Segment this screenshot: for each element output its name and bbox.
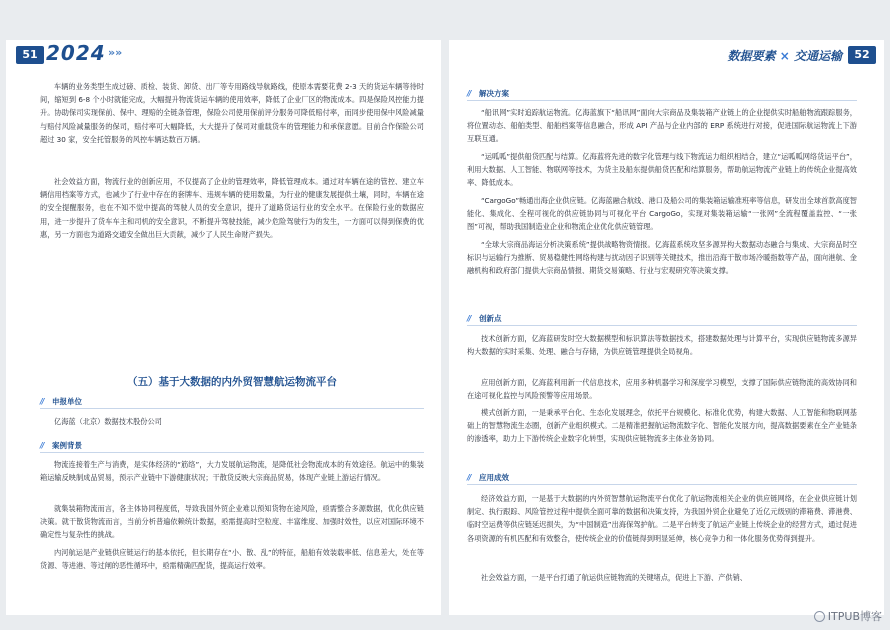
tag-background: // 案例背景 [40, 441, 82, 450]
body-paragraph: 就集装箱物流而言，各主体协同程度低，导致我国外贸企业难以预知货物在途风险，亟需整合多源数据，优化供应链决策。就干散货物流而言，当前分析普遍依赖统计数据，亟需提高时空粒度、丰富维度、加强时效性，以应对国际环境不确定性与复杂性的挑战。 [40, 504, 424, 540]
left-page-header [6, 40, 136, 70]
tag-innovation: // 创新点 [467, 314, 502, 323]
header-arrows-icon: »» [108, 46, 123, 59]
body-paragraph: 社会效益方面，一是平台打通了航运供应链物流的关键堵点，促进上下游、产供销、 [481, 573, 747, 582]
right-page-header [684, 40, 884, 70]
header-title: 数据要素 × 交通运输 [727, 49, 842, 63]
body-paragraph: 应用创新方面，亿海蓝利用新一代信息技术，应用多种机器学习和深度学习模型，支撑了国际供应链物流的高效协同和在途可视化监控与风险预警等应用场景。 [467, 378, 857, 401]
divider [467, 484, 857, 485]
body-paragraph: 经济效益方面，一是基于大数据的内外贸智慧航运物流平台优化了航运物流相关企业的供应链网络，在企业供应链计划制定、执行跟踪、风险管控过程中提供全面可靠的数据和决策支持，为我国外贸企业避免了近亿元级别的滞箱费、滞港费、临时空运费等供应链延迟损失，为“中国制造”出海保驾护航。二是平台转变了航运产业链上传统企业的经营方式，通过促进各项资源的有机匹配和有效整合，使传统企业的价值链得到明显延伸，核心竞争力和一体化服务优势得到提升。 [467, 494, 857, 543]
header-year: 2024 [46, 41, 106, 65]
right-page [449, 40, 884, 615]
body-paragraph: 技术创新方面，亿海蓝研发时空大数据模型和标识算法等数据技术，搭建数据处理与计算平台，实现供应链物流多源异构大数据的实时采集、处理、融合与存储，为供应链管理提供全局视角。 [467, 334, 857, 357]
right-page-number: 52 [848, 46, 876, 64]
tag-bars-icon: // [40, 397, 44, 406]
body-paragraph: 社会效益方面，物流行业的创新应用，不仅提高了企业的管理效率，降低管理成本。通过对车辆在途的管控、建立车辆信用档案等方式，也减少了行业中存在的套牌车、违规车辆的使用数量，为行业的健康发展提供土壤，同时，车辆在途的安全提醒服务，也在不知不觉中提高的驾驶人员的安全意识，提升了道路货运行业的安全水平。在保险行业的数据应用，进一步提升了货车车主和司机的安全意识，不断提升驾驶技能，减少危险驾驶行为的发生，一方面可以得到保费的优惠，另一方面也为道路交通安全做出巨大贡献，减少了人民生命财产损失。 [40, 177, 424, 239]
divider [467, 325, 857, 326]
divider [40, 452, 424, 453]
body-paragraph: “船讯网”实时追踪航运物流。亿海蓝旗下“船讯网”面向大宗商品及集装箱产业链上的企业提供实时船舶物流跟踪服务，将位置动态、船舶类型、船舶档案等信息融合，形成 API 产品与企业内部的 ERP 系统进行对接，促进国际航运物流上下游互联互通。 [467, 108, 857, 144]
tag-bars-icon: // [467, 89, 471, 98]
left-page-number: 51 [16, 46, 44, 64]
watermark: ITPUB博客 [814, 608, 882, 624]
body-paragraph: “运呱呱”提供船货匹配与结算。亿海蓝将先进的数字化管理与线下物流运力组织相结合，建立“运呱呱网络货运平台”，利用大数据、人工智能、物联网等技术，为货主及船东提供船货匹配和结算服务，帮助航运物流产业链上的传统企业提高效率、降低成本。 [467, 152, 857, 188]
divider [40, 408, 424, 409]
divider [467, 100, 857, 101]
body-paragraph: 车辆的业务类型生成过磅、质检、装货、卸货、出厂等专用路线导航路线，使原本需要花费 2-3 天的货运车辆等待时间，缩短到 6-8 个小时就能完成，大幅提升物流货运车辆的使用效率，降低了企业厂区的物流成本。四是保险风控能力提升。协助保司实现保前、保中、理赔的全链条管理，保险公司使用保前评分服务可降低赔付率，而同步使用保中风险减量与赔付风险减量服务的保司，赔付率可大幅降低，大大提升了保司对重载货车的管理能力和承保意愿。目前合作保险公司超过 30 家，安全托管服务的风控车辆达数百万辆。 [40, 82, 424, 144]
body-paragraph: “全球大宗商品海运分析决策系统”提供战略物资情报。亿海蓝系统攻坚多源异构大数据动态融合与集成、大宗商品时空标识与运输行为推断、贸易稳健性网络构建与扰动因子识别等关键技术，推出沿海干散市场冷暖指数等产品，面向港航、金融机构和政府部门提供大宗商品情报、期货交易策略、行业与宏观研究等决策支撑。 [467, 240, 857, 276]
tag-solution: // 解决方案 [467, 89, 509, 98]
watermark-icon [814, 611, 825, 622]
body-paragraph: 模式创新方面，一是秉承平台化、生态化发展理念，依托平台规模化、标准化优势，构建大数据、人工智能和物联网基础上的智慧物流生态圈，创新产业组织模式。二是精准把握航运物流数字化、智能化发展方向，提高数据要素在全产业链条的渗透率，助力上下游传统企业数字化转型，实现供应链物流多主体业务协同。 [467, 408, 857, 444]
body-paragraph: 内河航运是产业链供应链运行的基本依托，但长期存在“小、散、乱”的特征，船舶有效装载率低、信息差大，处在等货源、等进港、等过闸的恶性循环中，亟需精确匹配货，提高运行效率。 [40, 548, 424, 571]
left-page [6, 40, 441, 615]
body-paragraph: “CargoGo”畅通出海企业供应链。亿海蓝融合航线、港口及船公司的集装箱运输准班率等信息，研发出全球首款高度智能化、集成化、全程可视化的供应链协同与可视化平台 CargoGo，实现对集装箱运输“一张网”全流程覆盖监控、“一张图”可视，帮助我国制造业企业和物流企业优化供应链管理。 [467, 196, 857, 232]
tag-bars-icon: // [467, 473, 471, 482]
section-title: （五）基于大数据的内外贸智慧航运物流平台 [127, 376, 337, 388]
body-paragraph: 物流连接着生产与消费，是实体经济的“筋络”，大力发展航运物流，是降低社会物流成本的有效途径。航运中的集装箱运输反映制成品贸易，预示产业链中下游健康状况；干散货反映大宗商品贸易，体现产业链上游运行情况。 [40, 460, 424, 483]
applicant-name: 亿海蓝（北京）数据技术股份公司 [54, 417, 162, 426]
tag-bars-icon: // [467, 314, 471, 323]
tag-bars-icon: // [40, 441, 44, 450]
tag-applicant: // 申报单位 [40, 397, 82, 406]
tag-results: // 应用成效 [467, 473, 509, 482]
